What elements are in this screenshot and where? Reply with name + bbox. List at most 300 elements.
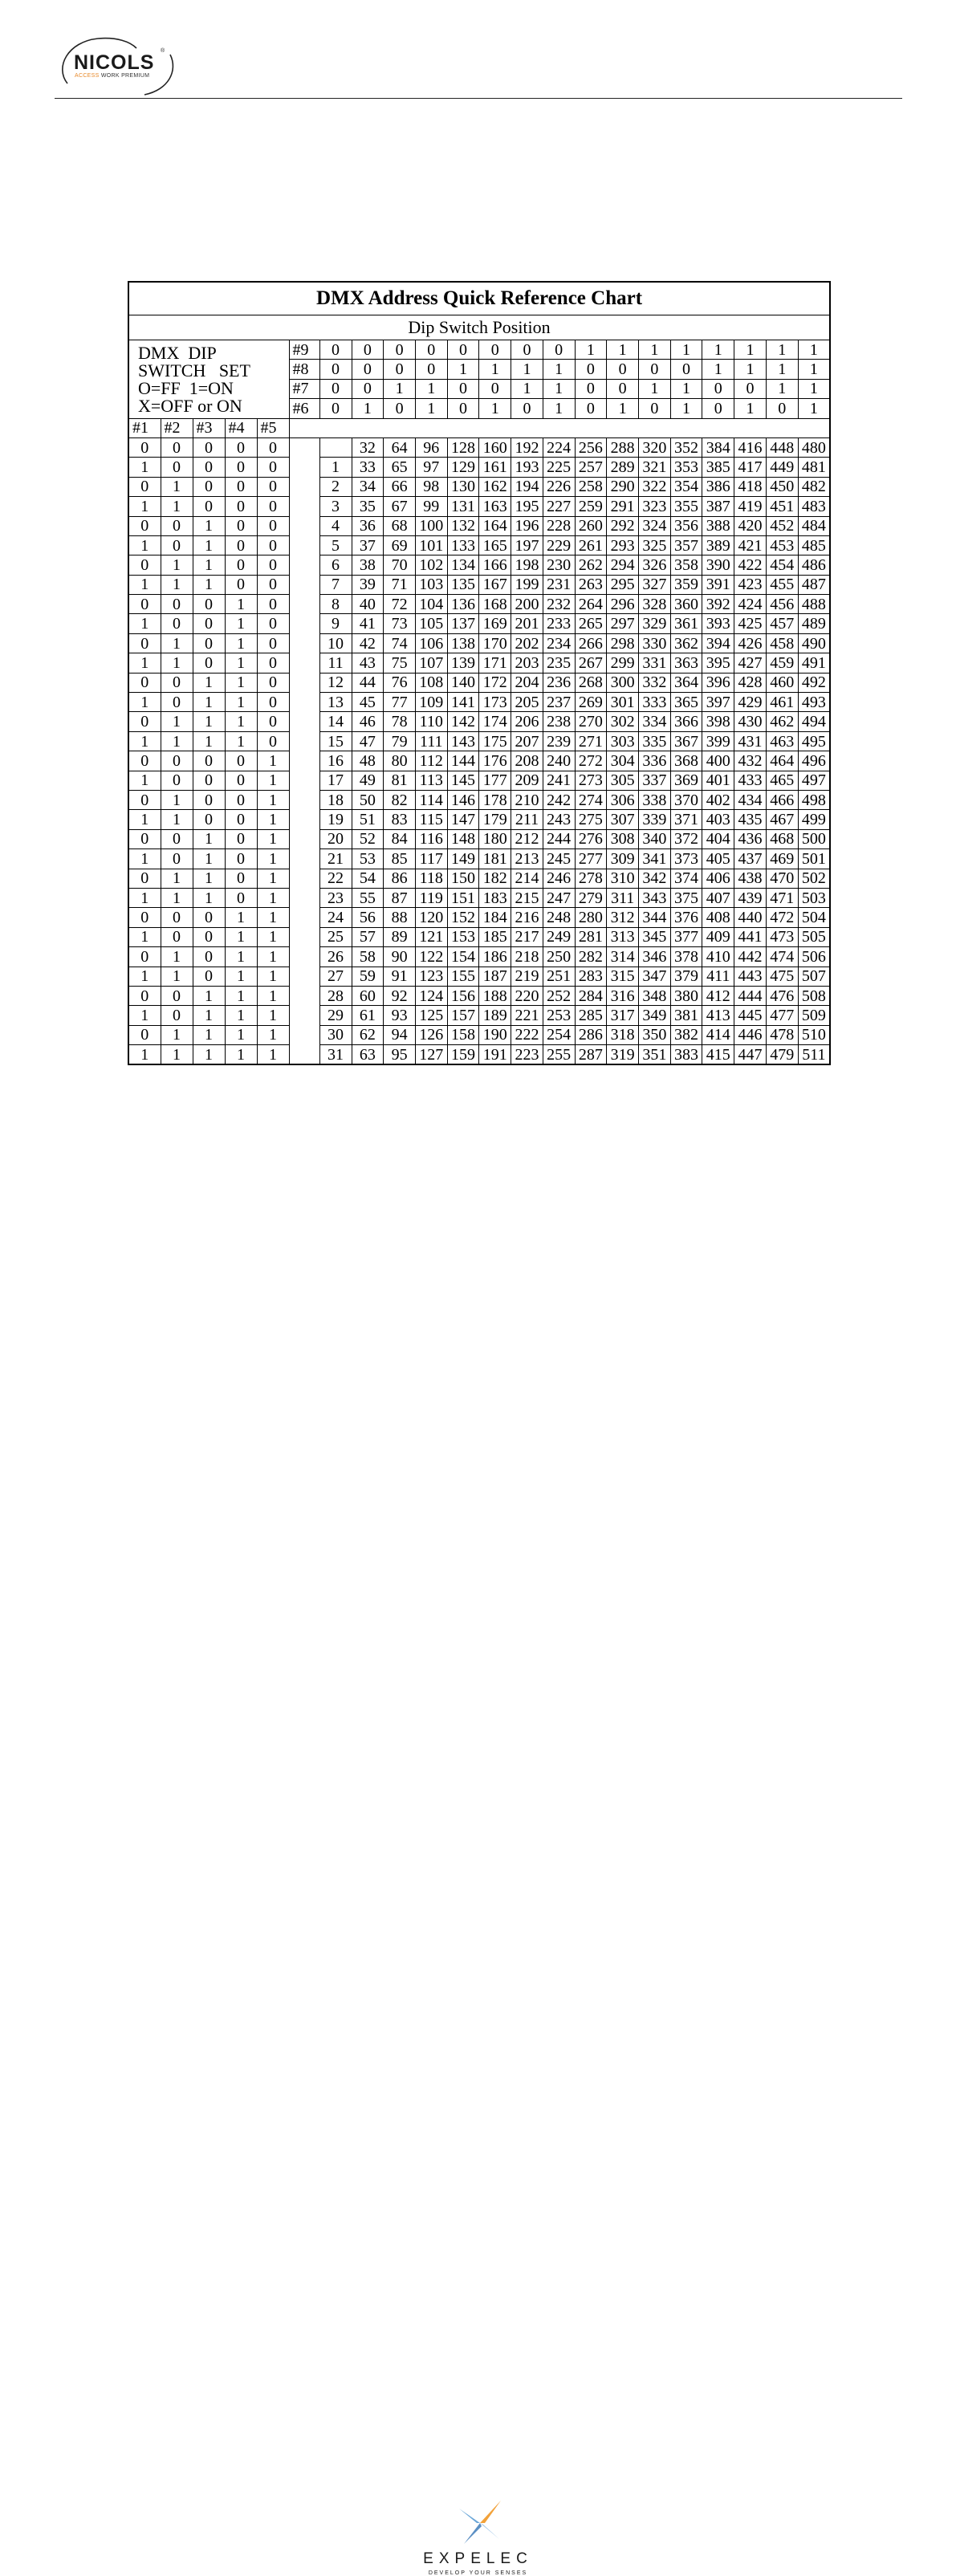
table-row	[128, 614, 830, 633]
address-cell: 11	[319, 653, 352, 673]
address-cell: 334	[638, 712, 670, 731]
address-cell: 224	[543, 437, 575, 457]
switch-state: 1	[161, 810, 193, 829]
address-cell: 76	[384, 673, 416, 692]
address-cell: 290	[607, 477, 639, 496]
switch-state: 0	[161, 908, 193, 927]
address-cell: 282	[575, 947, 607, 967]
address-cell: 320	[638, 437, 670, 457]
address-cell: 508	[798, 986, 830, 1005]
spacer-column	[289, 516, 319, 535]
address-cell: 305	[607, 771, 639, 790]
address-cell: 402	[702, 790, 734, 809]
switch-state: 0	[225, 535, 257, 555]
address-cell: 47	[352, 731, 384, 751]
address-cell: 127	[415, 1045, 447, 1065]
address-cell: 9	[319, 614, 352, 633]
address-cell: 422	[734, 555, 767, 575]
switch-state: 0	[193, 437, 225, 457]
switch-state: 0	[193, 614, 225, 633]
address-cell: 19	[319, 810, 352, 829]
address-cell: 359	[670, 575, 702, 594]
switch-state: 0	[128, 437, 161, 457]
address-cell: 255	[543, 1045, 575, 1065]
switch-state: 0	[193, 810, 225, 829]
switch-value: 0	[319, 379, 352, 398]
switch-state: 1	[128, 810, 161, 829]
address-cell: 497	[798, 771, 830, 790]
switch-state: 0	[193, 595, 225, 614]
address-cell: 107	[415, 653, 447, 673]
switch-value: 1	[607, 399, 639, 418]
address-cell: 129	[447, 458, 479, 477]
address-cell: 387	[702, 497, 734, 516]
address-cell: 490	[798, 633, 830, 653]
address-cell: 230	[543, 555, 575, 575]
address-cell: 394	[702, 633, 734, 653]
address-cell: 476	[766, 986, 798, 1005]
address-cell: 229	[543, 535, 575, 555]
address-cell: 212	[511, 829, 543, 848]
address-cell: 265	[575, 614, 607, 633]
address-cell: 45	[352, 693, 384, 712]
address-cell: 30	[319, 1025, 352, 1044]
address-cell: 26	[319, 947, 352, 967]
address-cell: 312	[607, 908, 639, 927]
switch-header: #5	[257, 418, 289, 437]
address-cell: 41	[352, 614, 384, 633]
switch-state: 0	[128, 555, 161, 575]
address-cell: 111	[415, 731, 447, 751]
address-cell: 260	[575, 516, 607, 535]
address-cell: 162	[479, 477, 511, 496]
switch-value: 1	[670, 379, 702, 398]
header-spacer	[289, 418, 830, 437]
table-row	[128, 967, 830, 986]
switch-value: 1	[638, 379, 670, 398]
switch-value: 1	[607, 340, 639, 360]
address-cell: 156	[447, 986, 479, 1005]
switch-state: 0	[257, 516, 289, 535]
address-cell: 457	[766, 614, 798, 633]
switch-state: 1	[193, 986, 225, 1005]
address-cell: 155	[447, 967, 479, 986]
switch-state: 0	[257, 731, 289, 751]
address-cell: 191	[479, 1045, 511, 1065]
address-cell: 75	[384, 653, 416, 673]
spacer-column	[289, 673, 319, 692]
table-row	[128, 555, 830, 575]
switch-value: 0	[319, 399, 352, 418]
address-cell: 235	[543, 653, 575, 673]
address-cell: 308	[607, 829, 639, 848]
address-cell: 252	[543, 986, 575, 1005]
address-cell: 247	[543, 888, 575, 907]
address-cell: 295	[607, 575, 639, 594]
address-cell: 207	[511, 731, 543, 751]
switch-state: 0	[257, 497, 289, 516]
address-cell: 53	[352, 849, 384, 869]
table-row	[128, 1045, 830, 1065]
address-cell: 371	[670, 810, 702, 829]
switch-state: 0	[161, 693, 193, 712]
spacer-column	[289, 888, 319, 907]
table-row	[128, 712, 830, 731]
address-cell: 106	[415, 633, 447, 653]
switch-state: 0	[225, 516, 257, 535]
address-cell: 442	[734, 947, 767, 967]
address-cell: 342	[638, 869, 670, 888]
address-cell: 285	[575, 1006, 607, 1025]
switch-value: 0	[352, 340, 384, 360]
address-cell: 159	[447, 1045, 479, 1065]
address-cell: 203	[511, 653, 543, 673]
switch-state: 0	[128, 1025, 161, 1044]
switch-value: 0	[415, 340, 447, 360]
switch-state: 0	[257, 575, 289, 594]
address-cell: 423	[734, 575, 767, 594]
switch-state: 0	[161, 927, 193, 946]
address-cell: 454	[766, 555, 798, 575]
switch-state: 1	[225, 908, 257, 927]
switch-state: 1	[193, 712, 225, 731]
address-cell: 331	[638, 653, 670, 673]
switch-state: 1	[193, 693, 225, 712]
address-cell: 406	[702, 869, 734, 888]
address-cell: 264	[575, 595, 607, 614]
address-cell: 461	[766, 693, 798, 712]
address-cell: 77	[384, 693, 416, 712]
switch-state: 1	[128, 535, 161, 555]
address-cell: 395	[702, 653, 734, 673]
address-cell: 175	[479, 731, 511, 751]
address-cell: 417	[734, 458, 767, 477]
address-cell: 440	[734, 908, 767, 927]
address-cell: 223	[511, 1045, 543, 1065]
address-cell: 344	[638, 908, 670, 927]
address-cell: 89	[384, 927, 416, 946]
address-cell: 202	[511, 633, 543, 653]
address-cell: 488	[798, 595, 830, 614]
address-cell: 92	[384, 986, 416, 1005]
address-cell: 362	[670, 633, 702, 653]
address-cell: 18	[319, 790, 352, 809]
address-cell: 415	[702, 1045, 734, 1065]
switch-state: 1	[128, 497, 161, 516]
switch-state: 0	[225, 888, 257, 907]
address-cell: 48	[352, 751, 384, 771]
switch-state: 1	[193, 535, 225, 555]
address-cell: 481	[798, 458, 830, 477]
address-cell: 373	[670, 849, 702, 869]
address-cell: 343	[638, 888, 670, 907]
address-cell: 479	[766, 1045, 798, 1065]
spacer-column	[289, 458, 319, 477]
address-cell: 128	[447, 437, 479, 457]
address-cell: 168	[479, 595, 511, 614]
switch-value: 1	[352, 399, 384, 418]
address-cell: 66	[384, 477, 416, 496]
table-row	[128, 849, 830, 869]
address-cell: 350	[638, 1025, 670, 1044]
address-cell: 84	[384, 829, 416, 848]
address-cell: 471	[766, 888, 798, 907]
address-cell: 428	[734, 673, 767, 692]
address-cell: 279	[575, 888, 607, 907]
switch-value: 0	[447, 379, 479, 398]
switch-state: 0	[161, 771, 193, 790]
address-cell: 206	[511, 712, 543, 731]
address-cell: 108	[415, 673, 447, 692]
address-cell: 267	[575, 653, 607, 673]
address-cell: 149	[447, 849, 479, 869]
address-cell: 102	[415, 555, 447, 575]
address-cell: 447	[734, 1045, 767, 1065]
address-cell: 180	[479, 829, 511, 848]
address-cell: 293	[607, 535, 639, 555]
address-cell: 418	[734, 477, 767, 496]
address-cell: 232	[543, 595, 575, 614]
chart-subtitle: Dip Switch Position	[128, 315, 830, 340]
address-cell: 336	[638, 751, 670, 771]
switch-state: 1	[193, 516, 225, 535]
address-cell: 37	[352, 535, 384, 555]
address-cell: 28	[319, 986, 352, 1005]
switch-state: 1	[128, 458, 161, 477]
switch-value: 1	[734, 340, 767, 360]
address-cell: 330	[638, 633, 670, 653]
switch-state: 1	[161, 790, 193, 809]
address-cell: 195	[511, 497, 543, 516]
switch-state: 1	[193, 829, 225, 848]
address-cell: 382	[670, 1025, 702, 1044]
address-cell: 493	[798, 693, 830, 712]
address-cell: 266	[575, 633, 607, 653]
switch-state: 0	[257, 555, 289, 575]
address-cell: 269	[575, 693, 607, 712]
switch-state: 1	[193, 673, 225, 692]
address-cell: 185	[479, 927, 511, 946]
address-cell: 250	[543, 947, 575, 967]
address-cell: 424	[734, 595, 767, 614]
address-cell: 470	[766, 869, 798, 888]
switch-state: 0	[128, 595, 161, 614]
address-cell: 190	[479, 1025, 511, 1044]
address-cell: 93	[384, 1006, 416, 1025]
switch-state: 0	[128, 516, 161, 535]
address-cell: 73	[384, 614, 416, 633]
address-cell: 274	[575, 790, 607, 809]
address-cell: 427	[734, 653, 767, 673]
address-cell: 268	[575, 673, 607, 692]
address-cell: 358	[670, 555, 702, 575]
address-cell: 91	[384, 967, 416, 986]
switch-state: 0	[128, 790, 161, 809]
switch-value: 0	[702, 379, 734, 398]
address-cell: 501	[798, 849, 830, 869]
address-cell: 372	[670, 829, 702, 848]
address-cell: 391	[702, 575, 734, 594]
address-cell: 43	[352, 653, 384, 673]
table-row	[128, 535, 830, 555]
address-cell: 339	[638, 810, 670, 829]
switch-value: 1	[543, 360, 575, 379]
logo-registered-mark: ®	[161, 48, 165, 54]
switch-value: 1	[798, 360, 830, 379]
table-row	[128, 693, 830, 712]
switch-value: 0	[575, 379, 607, 398]
address-cell: 450	[766, 477, 798, 496]
address-cell: 499	[798, 810, 830, 829]
address-cell: 443	[734, 967, 767, 986]
address-cell: 482	[798, 477, 830, 496]
switch-state: 0	[128, 712, 161, 731]
address-cell: 355	[670, 497, 702, 516]
address-cell: 14	[319, 712, 352, 731]
address-cell: 7	[319, 575, 352, 594]
address-cell	[319, 437, 352, 457]
switch-state: 1	[161, 869, 193, 888]
address-cell: 504	[798, 908, 830, 927]
switch-value: 0	[638, 360, 670, 379]
switch-value: 1	[766, 340, 798, 360]
table-row	[128, 869, 830, 888]
address-cell: 167	[479, 575, 511, 594]
switch-label: #8	[289, 360, 319, 379]
address-cell: 122	[415, 947, 447, 967]
address-cell: 172	[479, 673, 511, 692]
address-cell: 491	[798, 653, 830, 673]
spacer-column	[289, 497, 319, 516]
switch-state: 0	[161, 849, 193, 869]
address-cell: 144	[447, 751, 479, 771]
address-cell: 404	[702, 829, 734, 848]
switch-state: 1	[128, 927, 161, 946]
switch-value: 0	[479, 379, 511, 398]
spacer-column	[289, 927, 319, 946]
address-cell: 398	[702, 712, 734, 731]
address-cell: 1	[319, 458, 352, 477]
switch-state: 0	[193, 497, 225, 516]
spacer-column	[289, 535, 319, 555]
address-cell: 277	[575, 849, 607, 869]
address-cell: 323	[638, 497, 670, 516]
address-cell: 32	[352, 437, 384, 457]
address-cell: 225	[543, 458, 575, 477]
address-cell: 322	[638, 477, 670, 496]
address-cell: 399	[702, 731, 734, 751]
address-cell: 377	[670, 927, 702, 946]
address-cell: 97	[415, 458, 447, 477]
address-cell: 38	[352, 555, 384, 575]
switch-state: 1	[225, 947, 257, 967]
spacer-column	[289, 790, 319, 809]
address-cell: 240	[543, 751, 575, 771]
address-cell: 34	[352, 477, 384, 496]
switch-value: 1	[798, 399, 830, 418]
switch-value: 0	[670, 360, 702, 379]
address-cell: 492	[798, 673, 830, 692]
chart-title-row	[128, 282, 830, 315]
address-cell: 228	[543, 516, 575, 535]
address-cell: 275	[575, 810, 607, 829]
address-cell: 56	[352, 908, 384, 927]
address-cell: 243	[543, 810, 575, 829]
address-cell: 455	[766, 575, 798, 594]
address-cell: 99	[415, 497, 447, 516]
address-cell: 54	[352, 869, 384, 888]
table-row	[128, 1025, 830, 1044]
address-cell: 95	[384, 1045, 416, 1065]
address-cell: 101	[415, 535, 447, 555]
address-cell: 511	[798, 1045, 830, 1065]
address-cell: 272	[575, 751, 607, 771]
spacer-column	[289, 829, 319, 848]
address-cell: 245	[543, 849, 575, 869]
address-cell: 292	[607, 516, 639, 535]
switch-state: 0	[225, 575, 257, 594]
address-cell: 261	[575, 535, 607, 555]
address-cell: 173	[479, 693, 511, 712]
address-cell: 65	[384, 458, 416, 477]
address-cell: 234	[543, 633, 575, 653]
switch-state: 0	[161, 1006, 193, 1025]
address-cell: 137	[447, 614, 479, 633]
address-cell: 452	[766, 516, 798, 535]
switch-value: 1	[415, 399, 447, 418]
switch-state: 0	[225, 849, 257, 869]
switch-state: 0	[193, 908, 225, 927]
switch-header: #4	[225, 418, 257, 437]
switch-state: 1	[257, 1025, 289, 1044]
address-cell: 192	[511, 437, 543, 457]
switch-state: 0	[225, 497, 257, 516]
switch-state: 1	[193, 575, 225, 594]
address-cell: 396	[702, 673, 734, 692]
upper-switch-row	[128, 340, 830, 360]
address-cell: 85	[384, 849, 416, 869]
address-cell: 12	[319, 673, 352, 692]
address-cell: 104	[415, 595, 447, 614]
address-cell: 400	[702, 751, 734, 771]
switch-state: 1	[225, 1045, 257, 1065]
spacer-column	[289, 614, 319, 633]
switch-value: 1	[766, 379, 798, 398]
address-cell: 429	[734, 693, 767, 712]
switch-state: 0	[225, 555, 257, 575]
address-cell: 462	[766, 712, 798, 731]
address-cell: 103	[415, 575, 447, 594]
address-cell: 59	[352, 967, 384, 986]
address-cell: 218	[511, 947, 543, 967]
table-row	[128, 751, 830, 771]
switch-state: 1	[193, 731, 225, 751]
address-cell: 303	[607, 731, 639, 751]
switch-state: 1	[193, 1006, 225, 1025]
switch-value: 0	[511, 399, 543, 418]
address-cell: 134	[447, 555, 479, 575]
address-cell: 200	[511, 595, 543, 614]
address-cell: 467	[766, 810, 798, 829]
switch-state: 0	[225, 771, 257, 790]
address-cell: 8	[319, 595, 352, 614]
address-cell: 79	[384, 731, 416, 751]
switch-value: 0	[575, 399, 607, 418]
address-cell: 365	[670, 693, 702, 712]
address-cell: 72	[384, 595, 416, 614]
address-cell: 309	[607, 849, 639, 869]
address-cell: 213	[511, 849, 543, 869]
